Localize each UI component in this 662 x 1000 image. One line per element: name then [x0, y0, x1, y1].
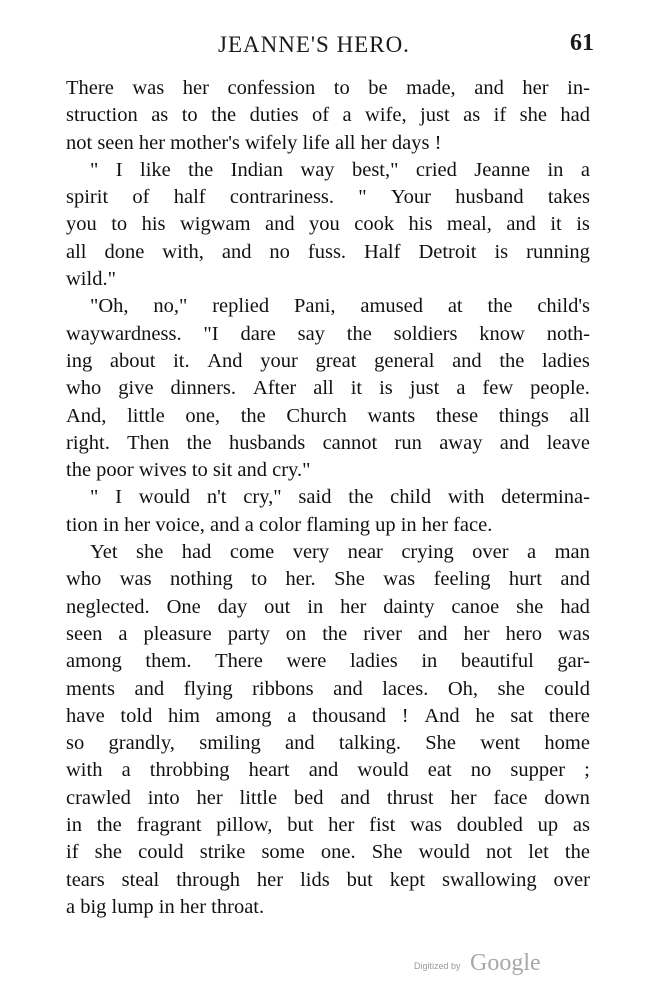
text-line: have told him among a thousand ! And he sat there — [66, 704, 590, 727]
text-line: spirit of half contrariness. " Your husband takes — [66, 186, 590, 209]
text-line: so grandly, smiling and talking. She went home — [66, 732, 590, 755]
running-title: JEANNE'S HERO. — [218, 32, 410, 57]
text-line: not seen her mother's wifely life all her days ! — [66, 131, 442, 154]
text-line: wild." — [66, 268, 116, 291]
text-line: struction as to the duties of a wife, just as if she had — [66, 104, 590, 127]
text-line: ing about it. And your great general and the ladies — [66, 349, 590, 372]
text-line: crawled into her little bed and thrust her face down — [66, 786, 590, 809]
text-line: the poor wives to sit and cry." — [66, 459, 311, 482]
text-line: There was her confession to be made, and her in- — [66, 77, 590, 99]
text-line: seen a pleasure party on the river and her hero was — [66, 622, 590, 645]
body-text — [66, 75, 590, 921]
text-line: who was nothing to her. She was feeling hurt and — [66, 568, 590, 591]
text-line: if she could strike some one. She would not let the — [66, 841, 590, 864]
text-line: who give dinners. After all it is just a few people. — [66, 377, 590, 400]
text-line: right. Then the husbands cannot run away and leave — [66, 431, 590, 454]
text-line: a big lump in her throat. — [66, 895, 265, 918]
text-line: with a throbbing heart and would eat no supper ; — [66, 759, 590, 782]
text-line: in the fragrant pillow, but her fist was doubled up as — [66, 814, 590, 837]
digitized-by-label: Digitized by — [414, 961, 461, 971]
text-line: " I would n't cry," said the child with determina- — [90, 486, 590, 509]
page-number: 61 — [570, 30, 594, 56]
book-page — [66, 0, 594, 1000]
text-line: you to his wigwam and you cook his meal, and it is — [66, 213, 590, 236]
text-line: And, little one, the Church wants these things all — [66, 404, 590, 427]
text-line: "Oh, no," replied Pani, amused at the child's — [90, 295, 590, 318]
text-line: tears steal through her lids but kept swallowing over — [66, 868, 590, 891]
text-line: tion in her voice, and a color flaming up in her face. — [66, 513, 493, 536]
running-head — [66, 28, 594, 64]
text-line: neglected. One day out in her dainty canoe she had — [66, 595, 590, 618]
text-line: Yet she had come very near crying over a man — [90, 541, 590, 564]
text-line: all done with, and no fuss. Half Detroit is running — [66, 240, 590, 263]
google-watermark — [414, 950, 574, 982]
text-line: ments and flying ribbons and laces. Oh, she could — [66, 677, 590, 700]
text-line: among them. There were ladies in beautiful gar- — [66, 650, 590, 673]
google-logo-text: Google — [470, 950, 541, 976]
text-line: " I like the Indian way best," cried Jeanne in a — [90, 158, 590, 181]
text-line: waywardness. "I dare say the soldiers know noth- — [66, 322, 590, 345]
